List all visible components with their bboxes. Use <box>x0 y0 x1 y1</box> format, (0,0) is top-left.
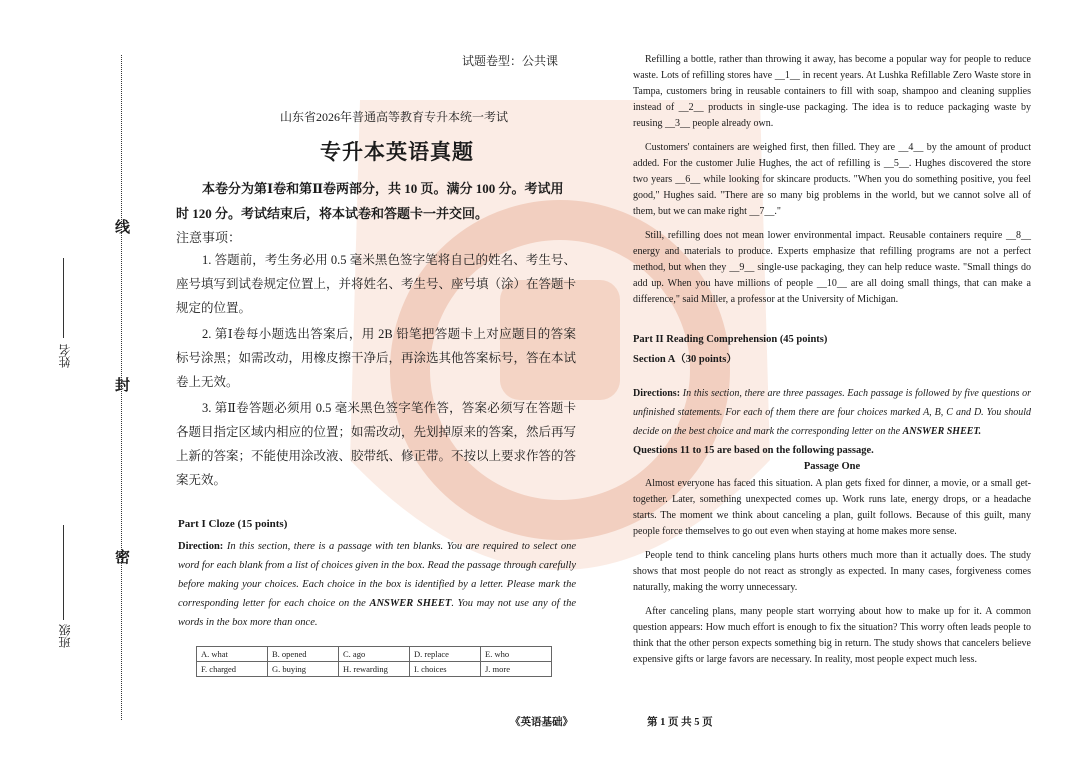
word-choices-box <box>196 646 552 677</box>
paper-type: 试题卷型：公共课 <box>462 54 559 68</box>
choice-cell: H. rewarding <box>339 662 410 677</box>
choice-cell: G. buying <box>268 662 339 677</box>
footer-page: 第 1 页 共 5 页 <box>647 717 713 728</box>
page-title: 专升本英语真题 <box>320 140 474 164</box>
direction-tail: . You may not use any of the words in the box more than once. <box>178 598 576 628</box>
part1-title: Part I Cloze (15 points) <box>178 518 288 530</box>
table-row <box>197 662 552 677</box>
table-row <box>197 647 552 662</box>
choice-cell: C. ago <box>339 647 410 662</box>
right-column <box>633 52 1031 676</box>
part2-title: Part II Reading Comprehension (45 points) <box>633 334 828 345</box>
choice-cell: B. opened <box>268 647 339 662</box>
seal-char-feng: 封 <box>115 378 131 394</box>
note-item: 3. 第Ⅱ卷答题必须用 0.5 毫米黑色签字笔作答，答案必须写在答题卡各题目指定区域内相应的位置；如需改动，先划掉原来的答案，然后再写上新的答案；不能使用涂改液、胶带纸、修正带。不按以上要求作答的答案无效。 <box>176 401 577 487</box>
cloze-paragraph: Refilling a bottle, rather than throwing it away, has become a popular way for people to reduce waste. Lots of refilling stores have __1__ in recent years. At Lushka Refillable Zero Waste store in Tampa, customers bring in reusable containers to fill with soap, shampoo and cleaning supplies instead of __2__ products in single-use packaging. The idea is to reduce packaging waste by reusing __3__ people already own. <box>633 54 1031 129</box>
footer-subject: 《英语基础》 <box>510 717 573 728</box>
cloze-paragraph: Customers' containers are weighed first, then filled. They are __4__ by the amount of product added. For the customer Julie Hughes, the act of refilling is __5__. Hughes discovered the store two years __6__ while looking for skincare products. "When you do something positive, you feel good," Hughes said. "There are so many big problems in the world, but we cannot solve all of them, but we can make right __7__." <box>633 142 1031 217</box>
exam-lead: 本卷分为第Ⅰ卷和第Ⅱ卷两部分，共 10 页。满分 100 分。考试用时 120 分。考试结束后，将本试卷和答题卡一并交回。 <box>176 181 564 221</box>
name-field[interactable] <box>63 258 64 338</box>
passage-paragraph: People tend to think canceling plans hurts others much more than it actually does. The study shows that most people do not react as strongly as expected. In many cases, forgiveness comes naturally, making the worry unnecessary. <box>633 550 1031 593</box>
class-label: 班级 <box>58 624 72 648</box>
part1-direction <box>178 537 576 632</box>
name-label: 姓名 <box>58 344 72 368</box>
answer-sheet-ref: ANSWER SHEET. <box>902 426 982 437</box>
direction-text: In this section, there is a passage with ten blanks. You are required to select one word for each blank from a list of choices given in the box. Read the passage through carefully before making your choices. Each choice in the box is identified by a letter. Please mark the corresponding letter for each choice on the <box>178 541 577 609</box>
choice-cell: E. who <box>481 647 552 662</box>
choice-cell: A. what <box>197 647 268 662</box>
passage-title: Passage One <box>803 461 861 472</box>
choice-cell: F. charged <box>197 662 268 677</box>
seal-char-xian: 线 <box>115 220 131 236</box>
choice-cell: I. choices <box>410 662 481 677</box>
class-field[interactable] <box>63 525 64 620</box>
part2-directions <box>633 384 1031 441</box>
directions-text: In this section, there are three passages. Each passage is followed by five questions or unfinished statements. For each of them there are four choices marked A, B, C and D. You should decide on the best choice and mark the corresponding letter on the <box>633 388 1031 437</box>
choice-cell: J. more <box>481 662 552 677</box>
questions-line: Questions 11 to 15 are based on the following passage. <box>633 445 874 456</box>
passage-paragraph: After canceling plans, many people start worrying about how to make up for it. A common question appears: How much effort is enough to fix the situation? This worry often leads people to think that the other person expects something big in return. The study shows that cancelers believe expensive gifts or large favors are necessary. In reality, most people expect much less. <box>633 606 1031 665</box>
note-item: 1. 答题前，考生务必用 0.5 毫米黑色签字笔将自己的姓名、考生号、座号填写到试卷规定位置上，并将姓名、考生号、座号填（涂）在答题卡规定的位置。 <box>176 253 577 315</box>
direction-label: Direction: <box>178 541 224 552</box>
notes-title: 注意事项： <box>176 230 242 245</box>
cloze-paragraph: Still, refilling does not mean lower environmental impact. Reusable containers require __8__ energy and materials to produce. Experts emphasize that refilling programs are not a perfect method, but when they __9__ single-use packaging, they can help reduce waste. "Small things do add up. When you have millions of people __10__ are all doing small things, that can make a difference," said Miller, a professor at the University of Michigan. <box>633 230 1031 305</box>
exam-line: 山东省2026年普通高等教育专升本统一考试 <box>280 110 509 124</box>
note-item: 2. 第Ⅰ卷每小题选出答案后，用 2B 铅笔把答题卡上对应题目的答案标号涂黑；如需改动，用橡皮擦干净后，再涂选其他答案标号，答在本试卷上无效。 <box>176 327 577 389</box>
directions-label: Directions: <box>633 388 681 399</box>
seal-char-mi: 密 <box>115 550 131 566</box>
section-a-title: Section A（30 points） <box>633 354 737 365</box>
passage-paragraph: Almost everyone has faced this situation. A plan gets fixed for dinner, a movie, or a small get-together. Later, something unexpected comes up. Work runs late, energy drops, or a headache starts. The moment we think about canceling a plan, guilt follows. Because of this guilt, many people force themselves to go out even when staying at home makes more sense. <box>633 478 1031 537</box>
notes-list <box>176 248 576 494</box>
answer-sheet-ref: ANSWER SHEET <box>369 598 452 609</box>
choice-cell: D. replace <box>410 647 481 662</box>
